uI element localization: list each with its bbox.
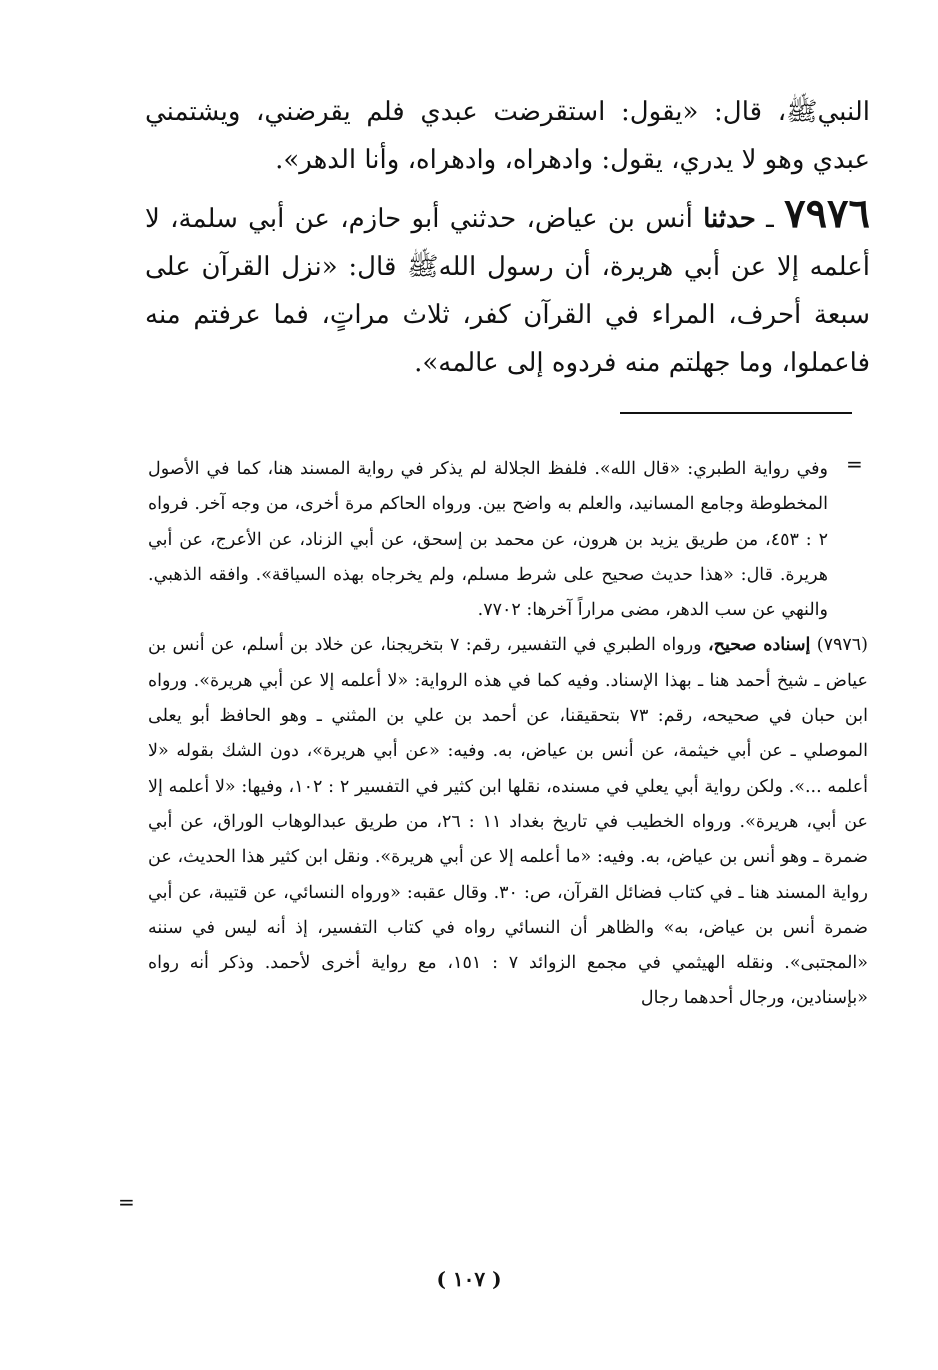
main-text [145, 88, 870, 387]
hadith-dash: ـ [755, 204, 785, 234]
footnote-continued: وفي رواية الطبري: «قال الله». فلفظ الجلالة لم يذكر في رواية المسند هنا، كما في الأصول المخطوطة وجامع المسانيد، والعلم به واضح بين. ورواه الحاكم مرة أخرى، من وجه آخر. فرواه ٢ : ٤٥٣، من طريق يزيد بن هرون، عن محمد بن إسحق، عن أبي الزناد، عن الأعرج، عن أبي هريرة. قال: «هذا حديث صحيح على شرط مسلم، ولم يخرجاه بهذه السياقة». وافقه الذهبي. والنهي عن سب الدهر، مضى مراراً آخرها: ٧٧٠٢. [148, 459, 828, 621]
continuation-mark-bottom: = [118, 1190, 135, 1214]
footnotes [148, 452, 868, 1017]
hadith-text: أنس بن عياض، حدثني أبو حازم، عن أبي سلمة، لا أعلمه إلا عن أبي هريرة، أن رسول اللهﷺ قال: «نزل القرآن على سبعة أحرف، المراء في القرآن كفر، ثلاث مراتٍ، فما عرفتم منه فاعملوا، وما جهلتم منه فردوه إلى عالمه». [145, 204, 870, 378]
footnote-7976 [148, 628, 868, 1016]
continuation-mark-top: = [846, 452, 863, 476]
hadith-lead-word: حدثنا [703, 204, 756, 234]
footnote-number: (٧٩٧٦) [816, 635, 868, 656]
main-paragraph-continuation: النبيﷺ، قال: «يقول: استقرضت عبدي فلم يقرضني، ويشتمني عبدي وهو لا يدري، يقول: وادهراه، وادهراه، وأنا الدهر». [145, 97, 870, 175]
footnote-lead: إسناده صحيح، [708, 635, 811, 656]
hadith-number: ٧٩٧٦ [784, 190, 871, 237]
footnote-separator [620, 412, 852, 414]
page-number: ( ١٠٧ ) [436, 1267, 502, 1291]
footnote-text: ورواه الطبري في التفسير، رقم: ٧ بتخريجنا، عن خلاد بن أسلم، عن أنس بن عياض ـ شيخ أحمد هنا ـ بهذا الإسناد. وفيه كما في هذه الرواية: «لا أعلمه إلا عن أبي هريرة». ورواه ابن حبان في صحيحه، رقم: ٧٣ بتحقيقنا، عن أحمد بن علي بن المثني ـ وهو الحافظ أبو يعلى الموصلي ـ عن أبي خيثمة، عن أنس بن عياض، به. وفيه: «عن أبي هريرة»، دون الشك بقوله «لا أعلمه ...». ولكن رواية أبي يعلي في مسنده، نقلها ابن كثير في التفسير ٢ : ١٠٢، وفيها: «لا أعلمه إلا عن أبي، هريرة». ورواه الخطيب في تاريخ بغداد ١١ : ٢٦، من طريق عبدالوهاب الوراق، عن أبي ضمرة ـ وهو أنس بن عياض، به. وفيه: «ما أعلمه إلا عن أبي هريرة». ونقل ابن كثير هذا الحديث، عن رواية المسند هنا ـ في كتاب فضائل القرآن، ص: ٣٠. وقال عقبه: «ورواه النسائي، عن قتيبة، عن أبي ضمرة أنس بن عياض، به» والظاهر أن النسائي رواه في كتاب التفسير، إذ أنه ليس في سننه «المجتبى». ونقله الهيثمي في مجمع الزوائد ٧ : ١٥١، مع رواية أخرى لأحمد. وذكر أنه رواه «بإسنادين، ورجال أحدهما رجال [148, 635, 869, 1009]
hadith-paragraph [145, 190, 870, 387]
